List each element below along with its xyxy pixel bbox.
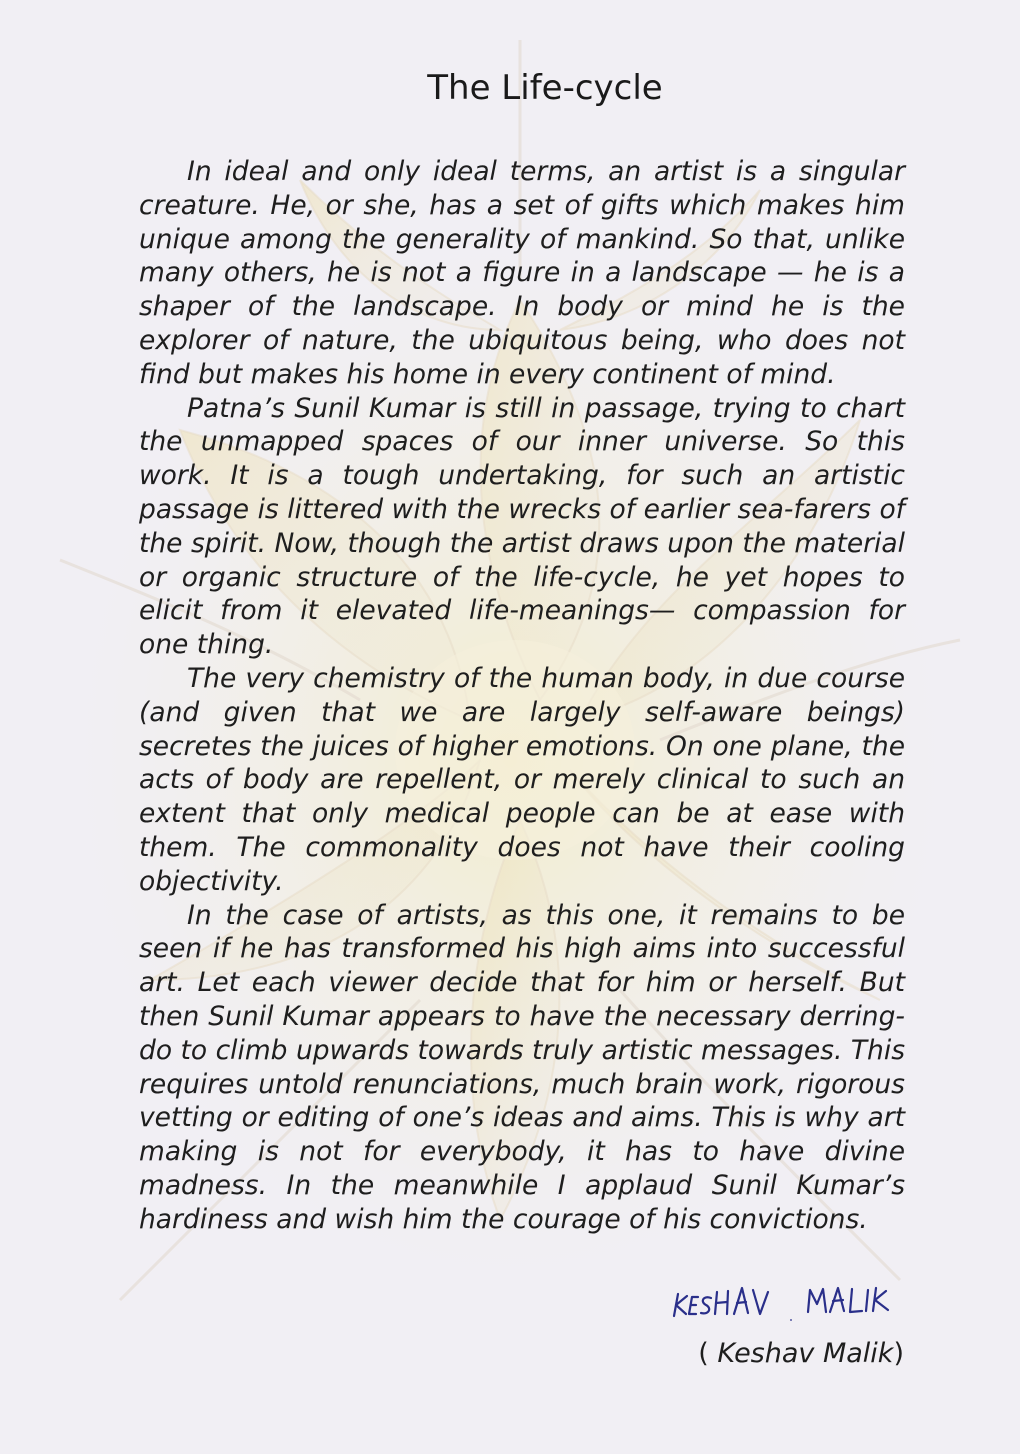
paragraph: Patna’s Sunil Kumar is still in passage, trying to chart the unmapped spaces of our inner universe. So this work. It is a tough undertaking, for such an artistic passage is littered with the wrecks of earlier sea-farers of the spirit. Now, though the artist draws upon the material or organic structure of the life-cycle, he yet hopes to elicit from it elevated life-meanings— compassion for one thing.: [139, 392, 905, 661]
paragraph: The very chemistry of the human body, in due course (and given that we are largely self-aware beings) secretes the juices of higher emotions. On one plane, the acts of body are repellent, or merely clinical to such an extent that only medical people can be at ease with them. The commonality does not have their cooling objectivity.: [139, 662, 905, 897]
author-credit: [698, 1338, 904, 1369]
credit-open-paren: (: [698, 1338, 718, 1369]
paragraph: In the case of artists, as this one, it remains to be seen if he has transformed his high aims into successful art. Let each viewer decide that for him or herself. But then Sunil Kumar appears to have the necessary derring-do to climb upwards towards truly artistic messages. This requires untold renunciations, much brain work, rigorous vetting or editing of one’s ideas and aims. This is why art making is not for everybody, it has to have divine madness. In the meanwhile I applaud Sunil Kumar’s hardiness and wish him the courage of his convictions.: [139, 899, 905, 1235]
handwritten-signature: [600, 1280, 910, 1328]
paragraph: In ideal and only ideal terms, an artist is a singular creature. He, or she, has a set of gifts which makes him unique among the generality of mankind. So that, unlike many others, he is not a figure in a landscape — he is a shaper of the landscape. In body or mind he is the explorer of nature, the ubiquitous being, who does not find but makes his home in every continent of mind.: [139, 156, 905, 390]
author-name: Keshav Malik: [717, 1338, 894, 1369]
page-title: The Life-cycle: [427, 68, 663, 108]
essay-body: [139, 155, 905, 1237]
credit-close-paren: ): [893, 1338, 904, 1369]
